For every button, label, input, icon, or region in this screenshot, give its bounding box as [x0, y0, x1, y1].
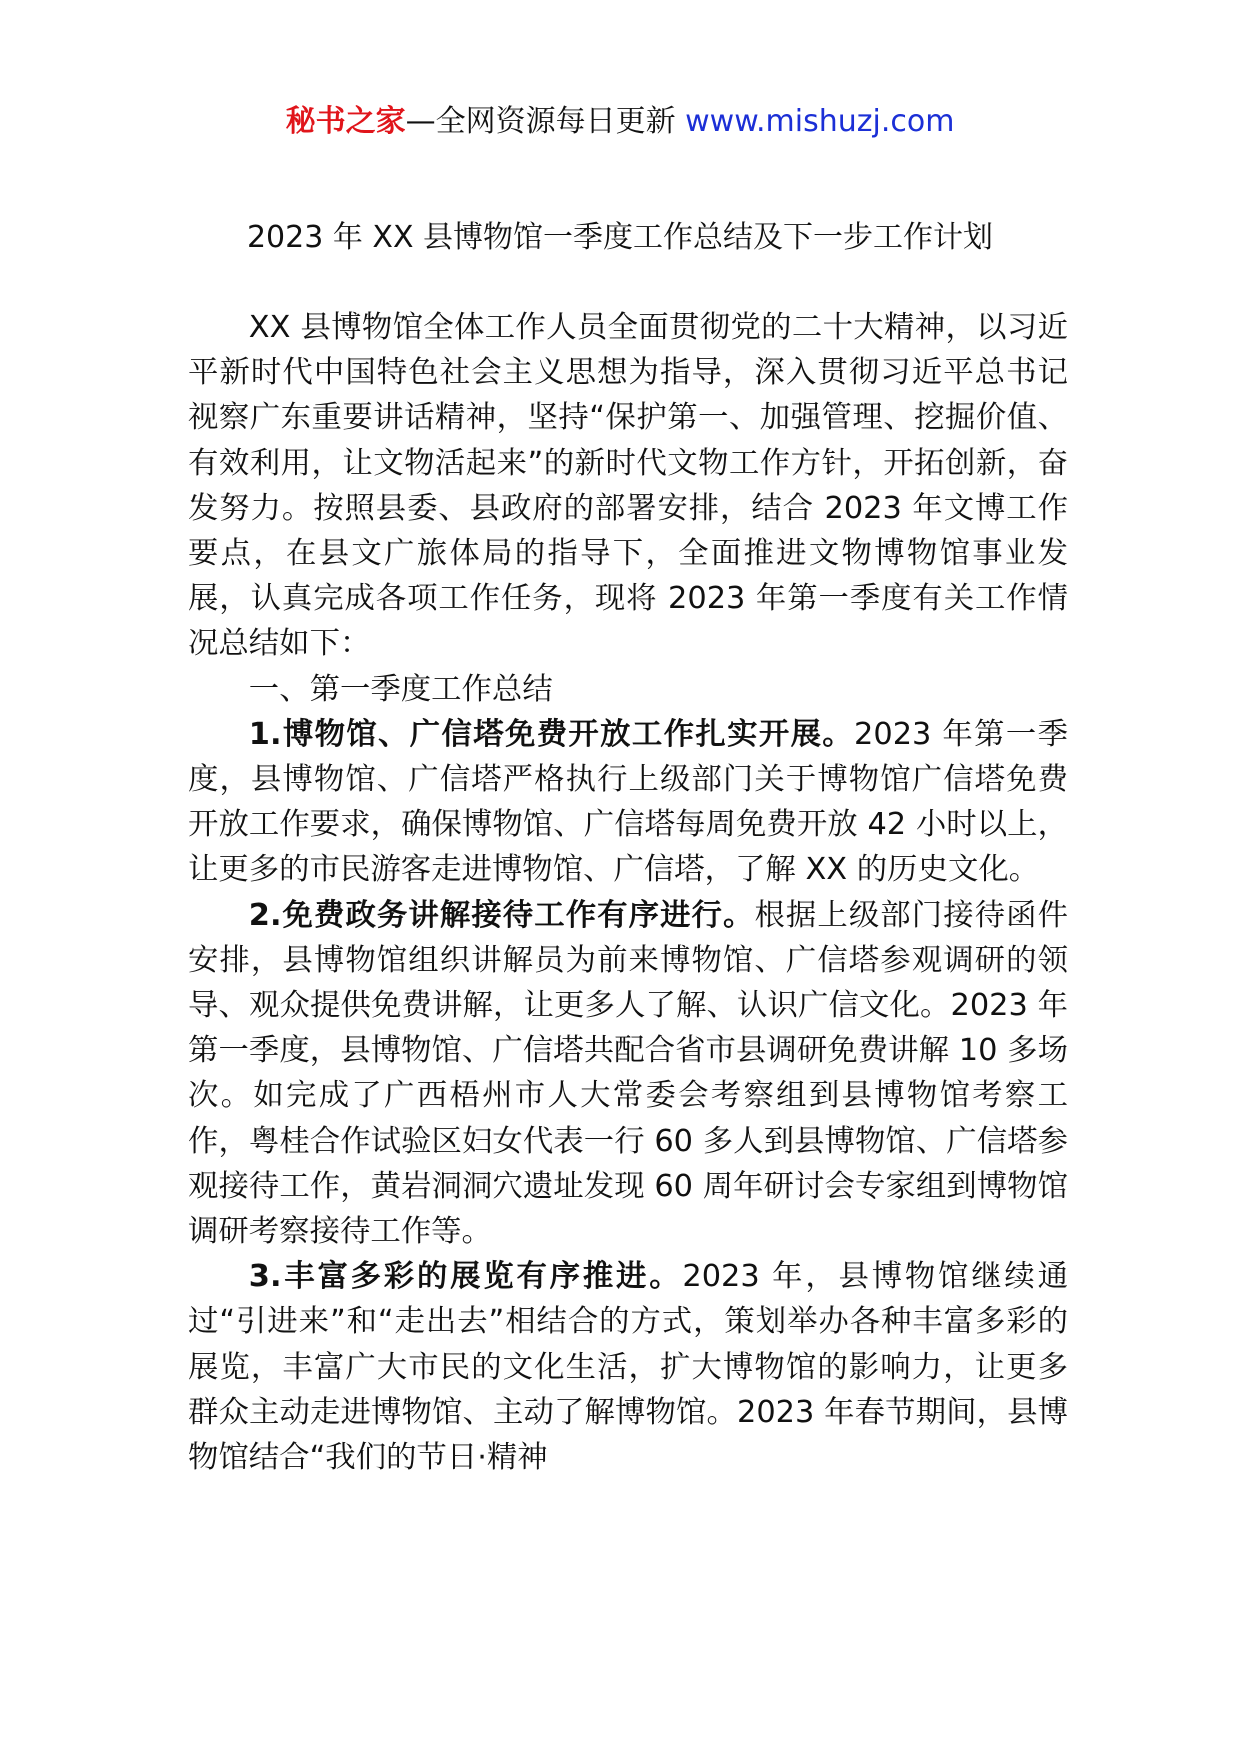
summary-item — [188, 1254, 1068, 1480]
item-lead: 3.丰富多彩的展览有序推进。 — [248, 1259, 683, 1295]
intro-paragraph: XX 县博物馆全体工作人员全面贯彻党的二十大精神，以习近平新时代中国特色社会主义思想为指导，深入贯彻习近平总书记视察广东重要讲话精神，坚持“保护第一、加强管理、挖掘价值、有效利用，让文物活起来”的新时代文物工作方针，开拓创新，奋发努力。按照县委、县政府的部署安排，结合 2023 年文博工作要点，在县文广旅体局的指导下，全面推进文物博物馆事业发展，认真完成各项工作任务，现将 2023 年第一季度有关工作情况总结如下： — [188, 310, 1068, 662]
item-text: 2023 年，县博物馆继续通过“引进来”和“走出去”相结合的方式，策划举办各种丰富多彩的展览，丰富广大市民的文化生活，扩大博物馆的影响力，让更多群众主动走进博物馆、主动了解博物馆。2023 年春节期间，县博物馆结合“我们的节日·精神 — [188, 1259, 1068, 1476]
brand-name: 秘书之家 — [285, 104, 406, 139]
site-url-link[interactable]: www.mishuzj.com — [685, 104, 955, 139]
summary-item — [188, 893, 1068, 1255]
item-lead: 1.博物馆、广信塔免费开放工作扎实开展。 — [248, 716, 855, 752]
document-body — [188, 305, 1068, 1480]
item-text: 根据上级部门接待函件安排，县博物馆组织讲解员为前来博物馆、广信塔参观调研的领导、观众提供免费讲解，让更多人了解、认识广信文化。2023 年第一季度，县博物馆、广信塔共配合省市县调研免费讲解 10 多场次。如完成了广西梧州市人大常委会考察组到县博物馆考察工作，粤桂合作试验区妇女代表一行 60 多人到县博物馆、广信塔参观接待工作，黄岩洞洞穴遗址发现 60 周年研讨会专家组到博物馆调研考察接待工作等。 — [188, 897, 1068, 1250]
document-title: 2023 年 XX 县博物馆一季度工作总结及下一步工作计划 — [246, 220, 994, 255]
header-slogan: —全网资源每日更新 — [405, 104, 686, 139]
item-text: 2023 年第一季度，县博物馆、广信塔严格执行上级部门关于博物馆广信塔免费开放工作要求，确保博物馆、广信塔每周免费开放 42 小时以上，让更多的市民游客走进博物馆、广信塔，了解 XX 的历史文化。 — [188, 716, 1068, 888]
site-header — [0, 100, 1240, 144]
section-heading: 一、第一季度工作总结 — [248, 671, 553, 707]
summary-item — [188, 712, 1068, 893]
item-lead: 2.免费政务讲解接待工作有序进行。 — [248, 897, 755, 933]
